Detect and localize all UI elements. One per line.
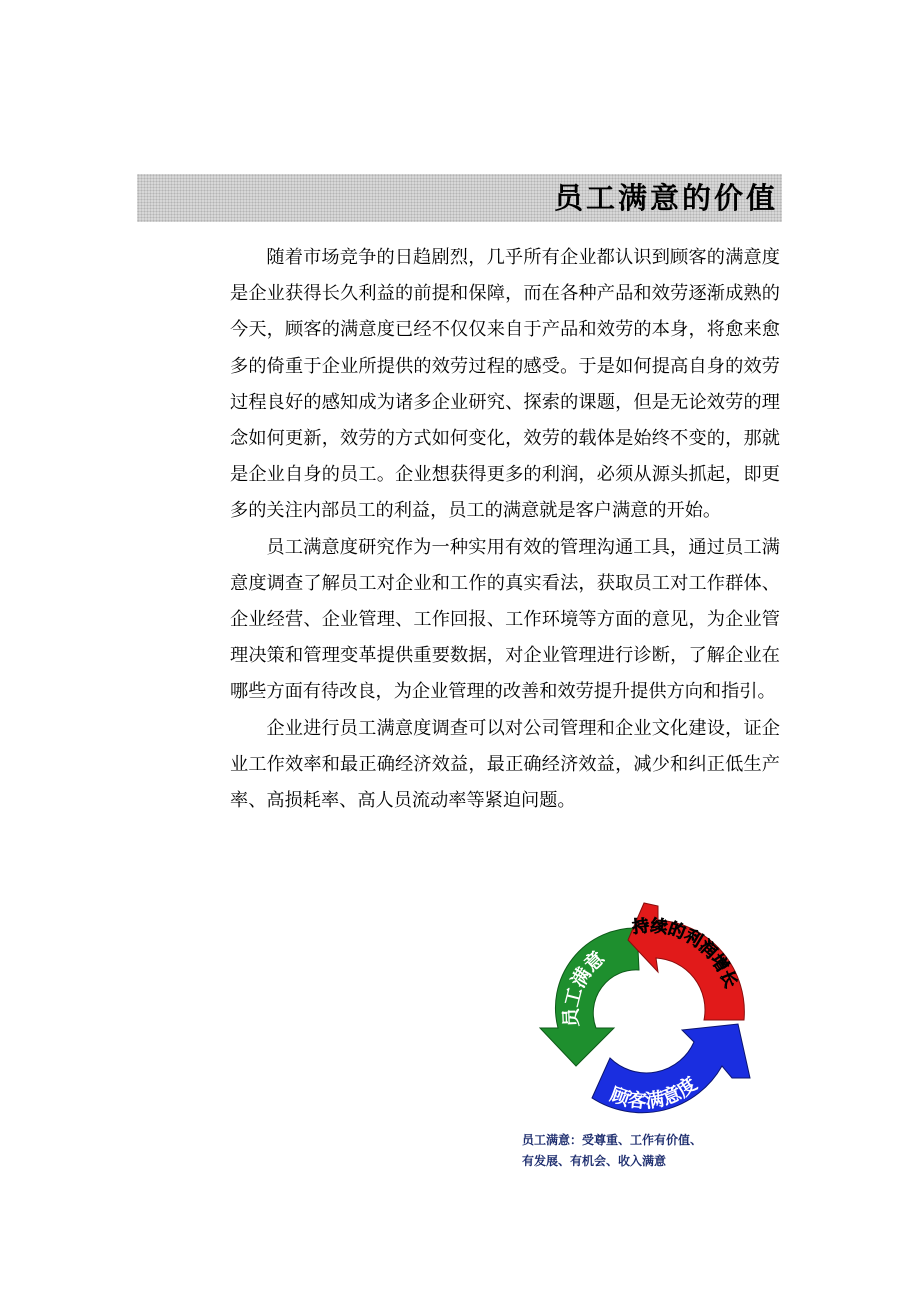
paragraph: 企业进行员工满意度调查可以对公司管理和企业文化建设，证企业工作效率和最正确经济效益，最正确经济效益，减少和纠正低生产率、高损耗率、高人员流动率等紧迫问题。	[230, 717, 780, 812]
diagram-caption	[522, 1130, 782, 1172]
section-title-bar	[137, 174, 782, 222]
article-body	[230, 240, 780, 819]
employee-satisfaction-arrow	[540, 928, 639, 1066]
segment-label-employee: 员工满意	[560, 947, 610, 1028]
paragraph: 员工满意度研究作为一种实用有效的管理沟通工具，通过员工满意度调查了解员工对企业和工作的真实看法，获取员工对工作群体、企业经营、企业管理、工作回报、工作环境等方面的意见，为企业管理决策和管理变革提供重要数据，对企业管理进行诊断，了解企业在哪些方面有待改良，为企业管理的改善和效劳提升提供方向和指引。	[230, 536, 780, 703]
caption-line: 有发展、有机会、收入满意	[522, 1154, 667, 1168]
satisfaction-cycle-diagram	[532, 898, 762, 1128]
section-title: 员工满意的价值	[553, 181, 778, 215]
segment-label-profit: 持续的利润增长	[631, 916, 741, 991]
paragraph: 随着市场竞争的日趋剧烈，几乎所有企业都认识到顾客的满意度是企业获得长久利益的前提和保障，而在各种产品和效劳逐渐成熟的今天，顾客的满意度已经不仅仅来自于产品和效劳的本身，将愈来愈多的倚重于企业所提供的效劳过程的感受。于是如何提高自身的效劳过程良好的感知成为诸多企业研究、探索的课题，但是无论效劳的理念如何更新，效劳的方式如何变化，效劳的载体是始终不变的，那就是企业自身的员工。企业想获得更多的利润，必须从源头抓起，即更多的关注内部员工的利益，员工的满意就是客户满意的开始。	[230, 247, 780, 522]
segment-label-customer: 顾客满意度	[607, 1072, 702, 1113]
caption-line: 员工满意：受尊重、工作有价值、	[522, 1133, 703, 1147]
